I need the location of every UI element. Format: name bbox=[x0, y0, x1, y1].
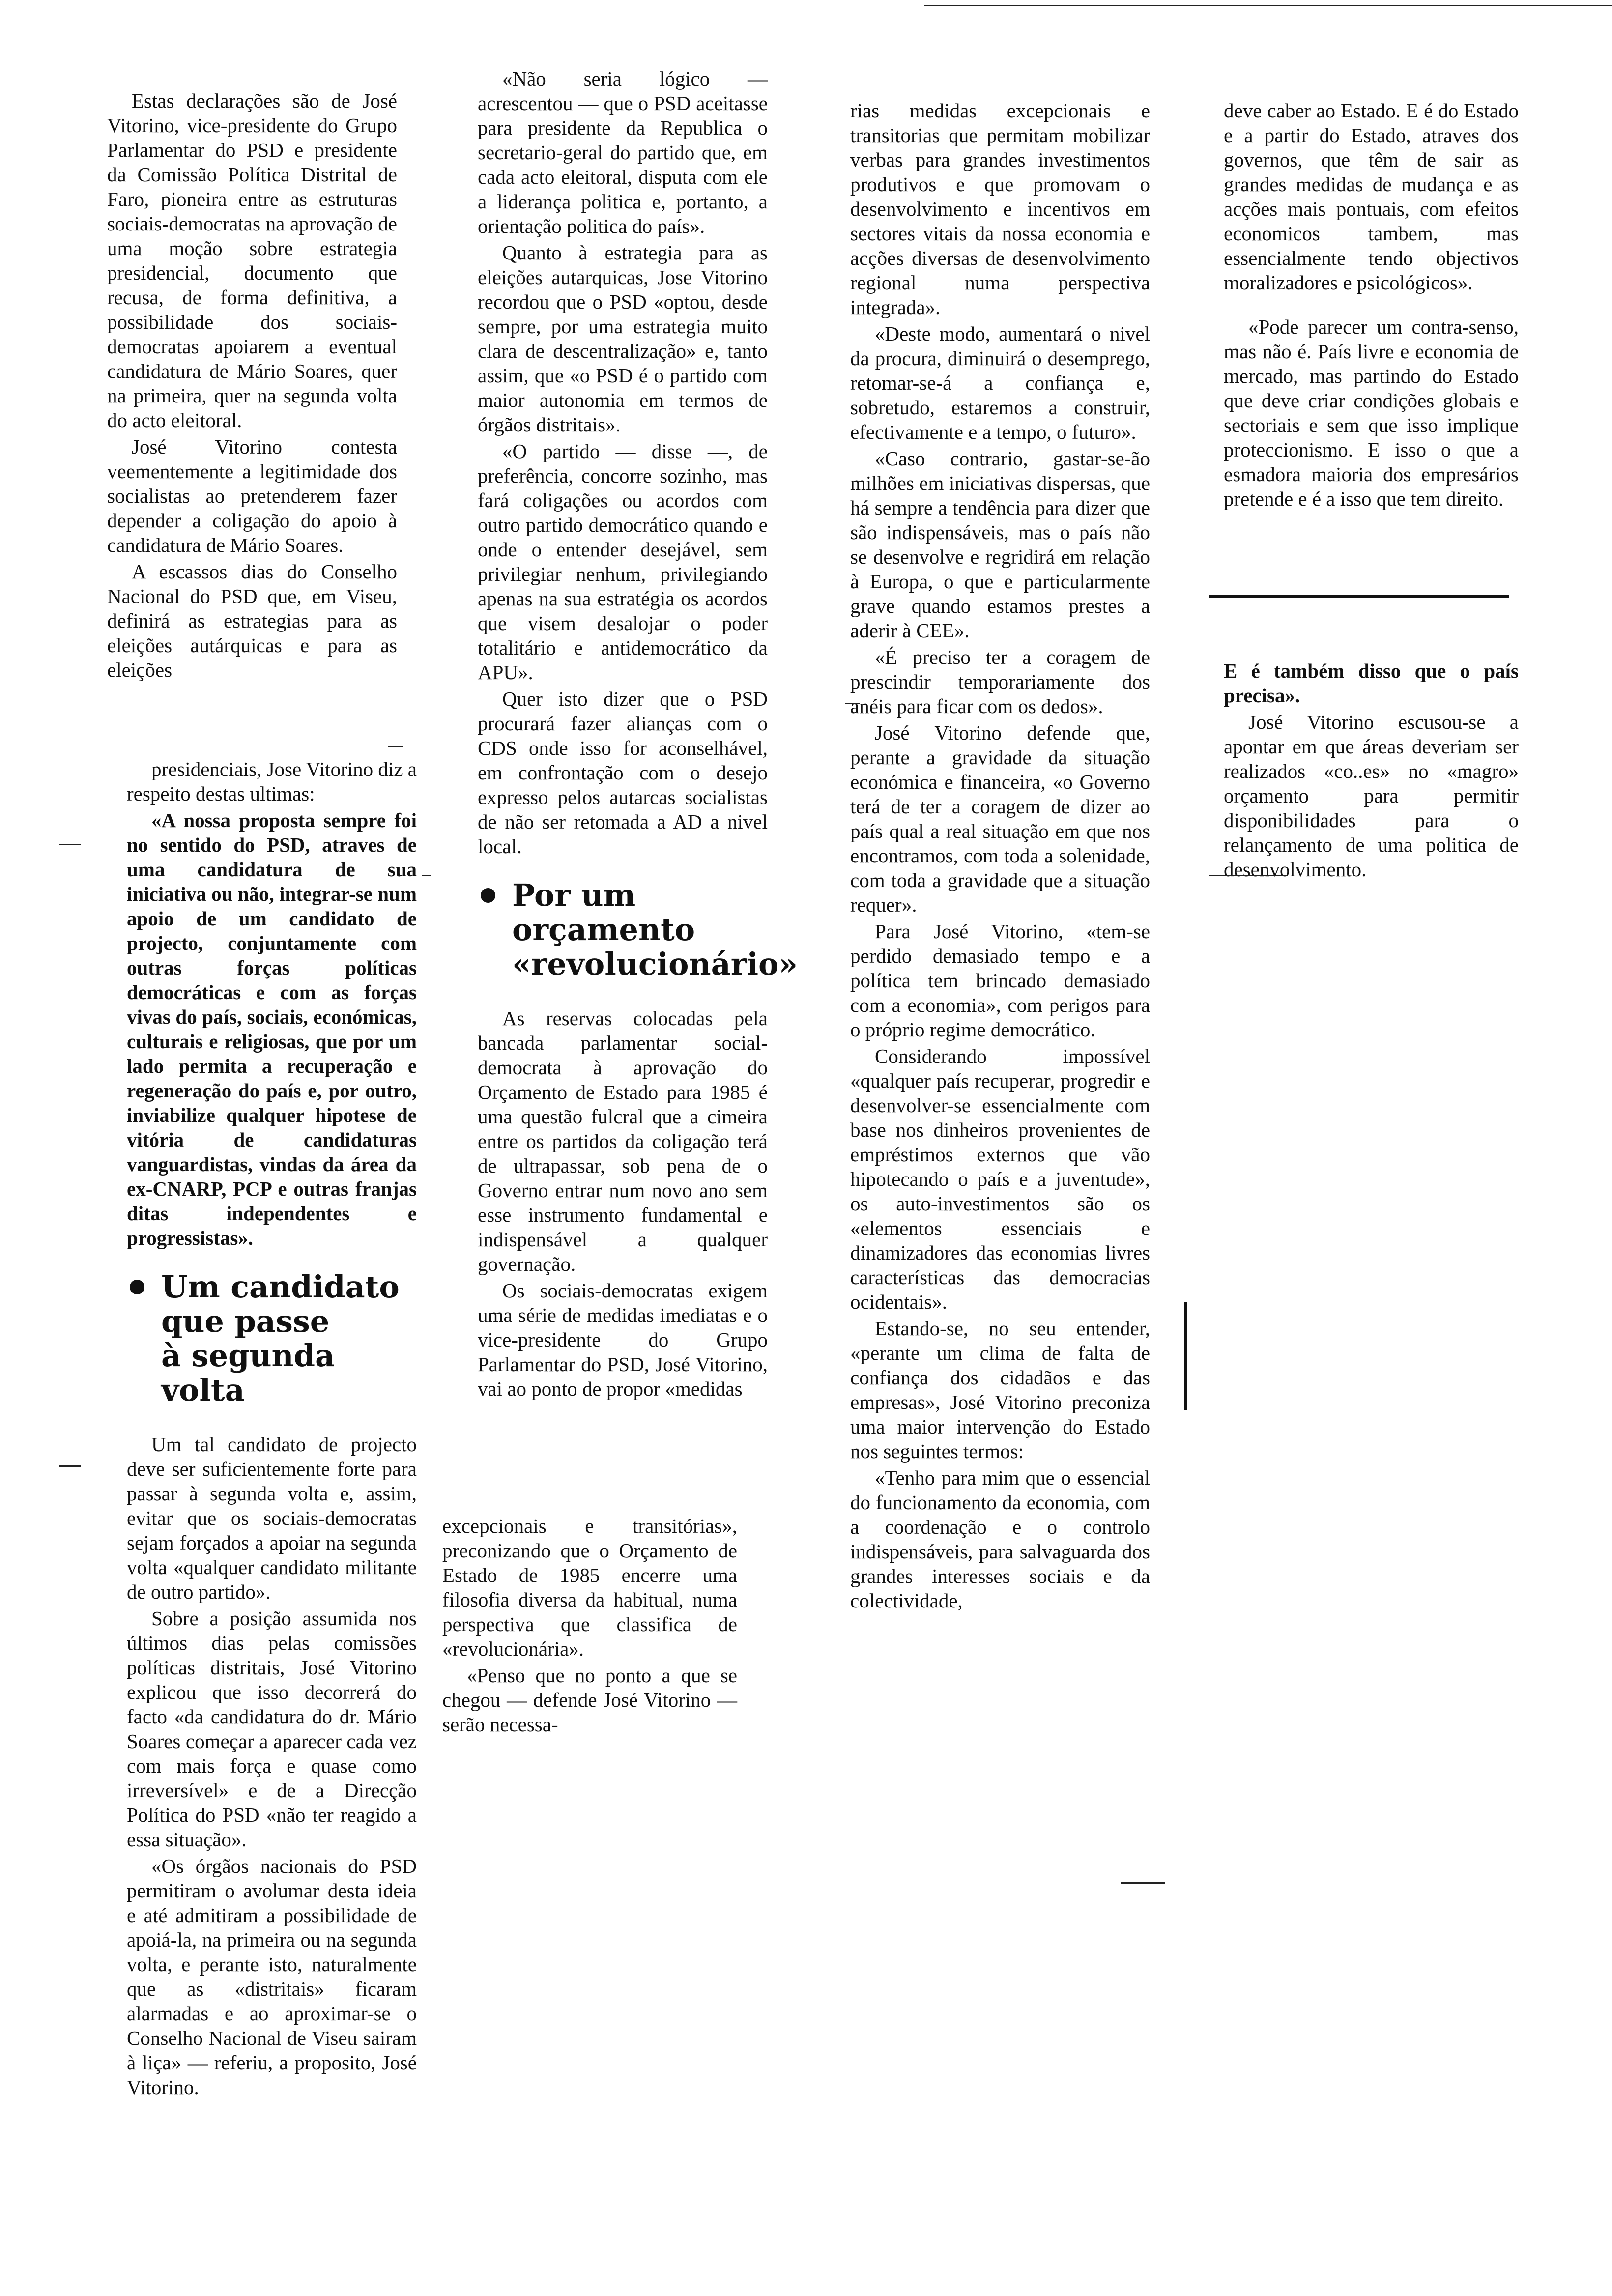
col3-paragraph-8: Estando-se, no seu entender, «perante um clima de falta de confiança dos cidadãos e das empresas», José Vitorino preconiza uma maior intervenção do Estado nos seguintes termos: bbox=[850, 1317, 1150, 1463]
subheading-line-3: à segunda volta bbox=[161, 1338, 335, 1408]
column-4 bbox=[1224, 98, 1519, 513]
col4-paragraph-2: «Pode parecer um contra-senso, mas não é. País livre e economia de mercado, mas partindo do Estado que deve criar condições globais e sectoriais e sem que isso implique proteccionismo. E isso o que a esmadora maioria dos empresários pretende e é a isso que tem direito. bbox=[1224, 316, 1519, 510]
subheading-candidato bbox=[127, 1270, 417, 1407]
col3-paragraph-2: «Deste modo, aumentará o nivel da procura, diminuirá o desemprego, retomar-se-á a confiança e, sobretudo, estaremos a construir, efectivamente e a tempo, o futuro». bbox=[850, 322, 1150, 443]
subheading-line-3: «revolucionário» bbox=[512, 946, 798, 982]
col4-paragraph-1: deve caber ao Estado. E é do Estado e a partir do Estado, atraves dos governos, que têm de sair as grandes medidas de mudança e as acções mais pontuais, com efeitos economicos tambem, mas essencialmente tendo objectivos moralizadores e psicológicos». bbox=[1224, 99, 1519, 294]
left-margin-dash-1 bbox=[59, 844, 81, 845]
column-1 bbox=[107, 88, 397, 684]
col3-paragraph-3: «Caso contrario, gastar-se-ão milhões em iniciativas dispersas, que há sempre a tendência para dizer que são indispensáveis, mas o país não se desenvolve e regridirá em relação à Europa, o que e particularmente grave quando estamos prestes a aderir à CEE». bbox=[850, 447, 1150, 642]
bullet-dot-icon bbox=[481, 888, 495, 903]
col4-separator-rule bbox=[1209, 595, 1509, 598]
subheading-orcamento bbox=[478, 877, 798, 982]
col3-paragraph-5: José Vitorino defende que, perante a gravidade da situação económica e financeira, «o Governo terá de ter a coragem de dizer ao país qual a real situação em que nos encontramos, com toda a solenidade, com toda a gravidade que a situação requer». bbox=[850, 721, 1150, 916]
col1-paragraph-5: Um tal candidato de projecto deve ser suficientemente forte para passar à segunda volta e, assim, evitar que os sociais-democratas sejam forçados a apoiar na segunda volta «qualquer candidato militante de outro partido». bbox=[127, 1433, 417, 1603]
col3-end-rule bbox=[1121, 1882, 1165, 1884]
col1-paragraph-2: José Vitorino contesta veementemente a legitimidade dos socialistas ao pretenderem fazer depender a coligação do apoio à candidatura de Mário Soares. bbox=[107, 435, 397, 556]
col1-quote-proposal: «A nossa proposta sempre foi no sentido do PSD, atraves de uma candidatura de sua iniciativa ou não, integrar-se num apoio de um candidato de projecto, conjuntamente com outras forças políticas democráticas e com as forças vivas do país, sociais, económicas, culturais e religiosas, que por um lado permita a recuperação e regeneração do país e, por outro, inviabilize qualquer hipotese de vitória de candidaturas vanguardistas, vindas da área da ex-CNARP, PCP e outras franjas ditas independentes e progressistas». bbox=[127, 809, 417, 1249]
col3-margin-bar bbox=[1184, 1302, 1187, 1410]
col2-paragraph-6: Os sociais-democratas exigem uma série de medidas imediatas e o vice-presidente do Grupo Parlamentar do PSD, José Vitorino, vai ao ponto de propor «medidas bbox=[478, 1279, 768, 1400]
subheading-line-1: Um candidato bbox=[161, 1269, 400, 1305]
column-2 bbox=[478, 66, 798, 1403]
column-3 bbox=[850, 98, 1150, 1615]
col3-paragraph-1: rias medidas excepcionais e transitorias que permitam mobilizar verbas para grandes investimentos produtivos e que promovam o desenvolvimento e incentivos em sectores vitais da nossa economia e acções diversas de desenvolvimento regional numa perspectiva integrada». bbox=[850, 99, 1150, 318]
col2-paragraph-2: Quanto à estrategia para as eleições autarquicas, Jose Vitorino recordou que o PSD «optou, desde sempre, por uma estrategia muito clara de descentralização» e, tanto assim, que «o PSD é o partido com maior autonomia em termos de órgãos distritais». bbox=[478, 241, 768, 436]
col2-paragraph-6b: excepcionais e transitórias», preconizando que o Orçamento de Estado de 1985 encerre uma filosofia diversa da habitual, numa perspectiva que classifica de «revolucionária». bbox=[442, 1515, 737, 1660]
col3-paragraph-7: Considerando impossível «qualquer país recuperar, progredir e desenvolver-se essencialmente com base nos dinheiros provenientes de empréstimos externos que vão hipotecando o país e a juventude», os auto-investimentos são os «elementos essenciais e dinamizadores das economias livres características das democracias ocidentais». bbox=[850, 1045, 1150, 1313]
col2-paragraph-3: «O partido — disse —, de preferência, concorre sozinho, mas fará coligações ou acordos com outro partido democrático quando e onde o entender desejável, sem privilegiar nenhum, privilegiando apenas na sua estratégia os acordos que visem desalojar o poder totalitário e antidemocrático da APU». bbox=[478, 440, 768, 684]
column-1-continued bbox=[127, 757, 417, 2101]
col4-end-rule bbox=[1209, 875, 1288, 876]
col4-paragraph-3: E é também disso que o país precisa». bbox=[1224, 660, 1519, 707]
left-margin-dash-2 bbox=[59, 1465, 81, 1467]
col3-paragraph-4: «É preciso ter a coragem de prescindir temporariamente dos anéis para ficar com os dedos». bbox=[850, 646, 1150, 718]
subheading-line-2: orçamento bbox=[512, 912, 695, 947]
column-2-continued bbox=[442, 1514, 737, 1739]
subheading-line-2: que passe bbox=[161, 1303, 330, 1339]
top-rule bbox=[924, 5, 1612, 6]
col2-paragraph-5: As reservas colocadas pela bancada parlamentar social-democrata à aprovação do Orçamento de Estado para 1985 é uma questão fulcral que a cimeira entre os partidos da coligação terá de ultrapassar, sob pena de o Governo entrar num novo ano sem esse instrumento fundamental e indispensável a qualquer governação. bbox=[478, 1007, 768, 1275]
col1-paragraph-7: «Os órgãos nacionais do PSD permitiram o avolumar desta ideia e até admitiram a possibilidade de apoiá-la, na primeira ou na segunda volta, e perante isto, naturalmente que as «distritais» ficaram alarmadas e ao aproximar-se o Conselho Nacional de Viseu sairam à liça» — referiu, a proposito, José Vitorino. bbox=[127, 1855, 417, 2098]
col1-paragraph-3b: presidenciais, Jose Vitorino diz a respeito destas ultimas: bbox=[127, 758, 417, 805]
col3-left-margin-dash bbox=[845, 703, 860, 704]
bullet-dot-icon bbox=[130, 1280, 144, 1294]
col1-paragraph-1: Estas declarações são de José Vitorino, vice-presidente do Grupo Parlamentar do PSD e presidente da Comissão Política Distrital de Faro, pioneira entre as estruturas sociais-democratas na aprovação de uma moção sobre estrategia presidencial, documento que recusa, de forma definitiva, a possibilidade dos sociais-democratas apoiarem a eventual candidatura de Mário Soares, quer na primeira, quer na segunda volta do acto eleitoral. bbox=[107, 89, 397, 431]
col3-paragraph-9: «Tenho para mim que o essencial do funcionamento da economia, com a coordenação e o controlo indispensáveis, para salvaguarda dos grandes interesses sociais e da colectividade, bbox=[850, 1466, 1150, 1612]
col2-paragraph-1: «Não seria lógico — acrescentou — que o PSD aceitasse para presidente da Republica o secretario-geral do partido que, em cada acto eleitoral, disputa com ele a liderança politica e, portanto, a orientação politica do país». bbox=[478, 67, 768, 237]
col2-paragraph-4: Quer isto dizer que o PSD procurará fazer alianças com o CDS onde isso for aconselhável, em confrontação com o desejo expresso pelos autarcas socialistas de não ser retomada a AD a nivel local. bbox=[478, 688, 768, 858]
subheading-line-1: Por um bbox=[512, 877, 636, 913]
col2-paragraph-7: «Penso que no ponto a que se chegou — defende José Vitorino — serão necessa- bbox=[442, 1664, 737, 1736]
column-4-continued bbox=[1224, 659, 1519, 884]
col2-margin-dash bbox=[422, 875, 431, 876]
col1-paragraph-6: Sobre a posição assumida nos últimos dias pelas comissões políticas distritais, José Vitorino explicou que isso decorrerá do facto «da candidatura do dr. Mário Soares começar a aparecer cada vez com mais força e quase como irreversível» e de a Direcção Política do PSD «não ter reagido a essa situação». bbox=[127, 1607, 417, 1851]
col4-paragraph-4: José Vitorino escusou-se a apontar em que áreas deveriam ser realizados «co..es» no «magro» orçamento para permitir disponibilidades para o relançamento de uma politica de desenvolvimento. bbox=[1224, 711, 1519, 881]
col1-paragraph-3: A escassos dias do Conselho Nacional do PSD que, em Viseu, definirá as estrategias para as eleições autárquicas e para as eleições bbox=[107, 560, 397, 681]
col3-paragraph-6: Para José Vitorino, «tem-se perdido demasiado tempo e a política tem brincado demasiado com a economia», com perigos para o próprio regime democrático. bbox=[850, 920, 1150, 1041]
col1-end-rule bbox=[388, 746, 403, 747]
